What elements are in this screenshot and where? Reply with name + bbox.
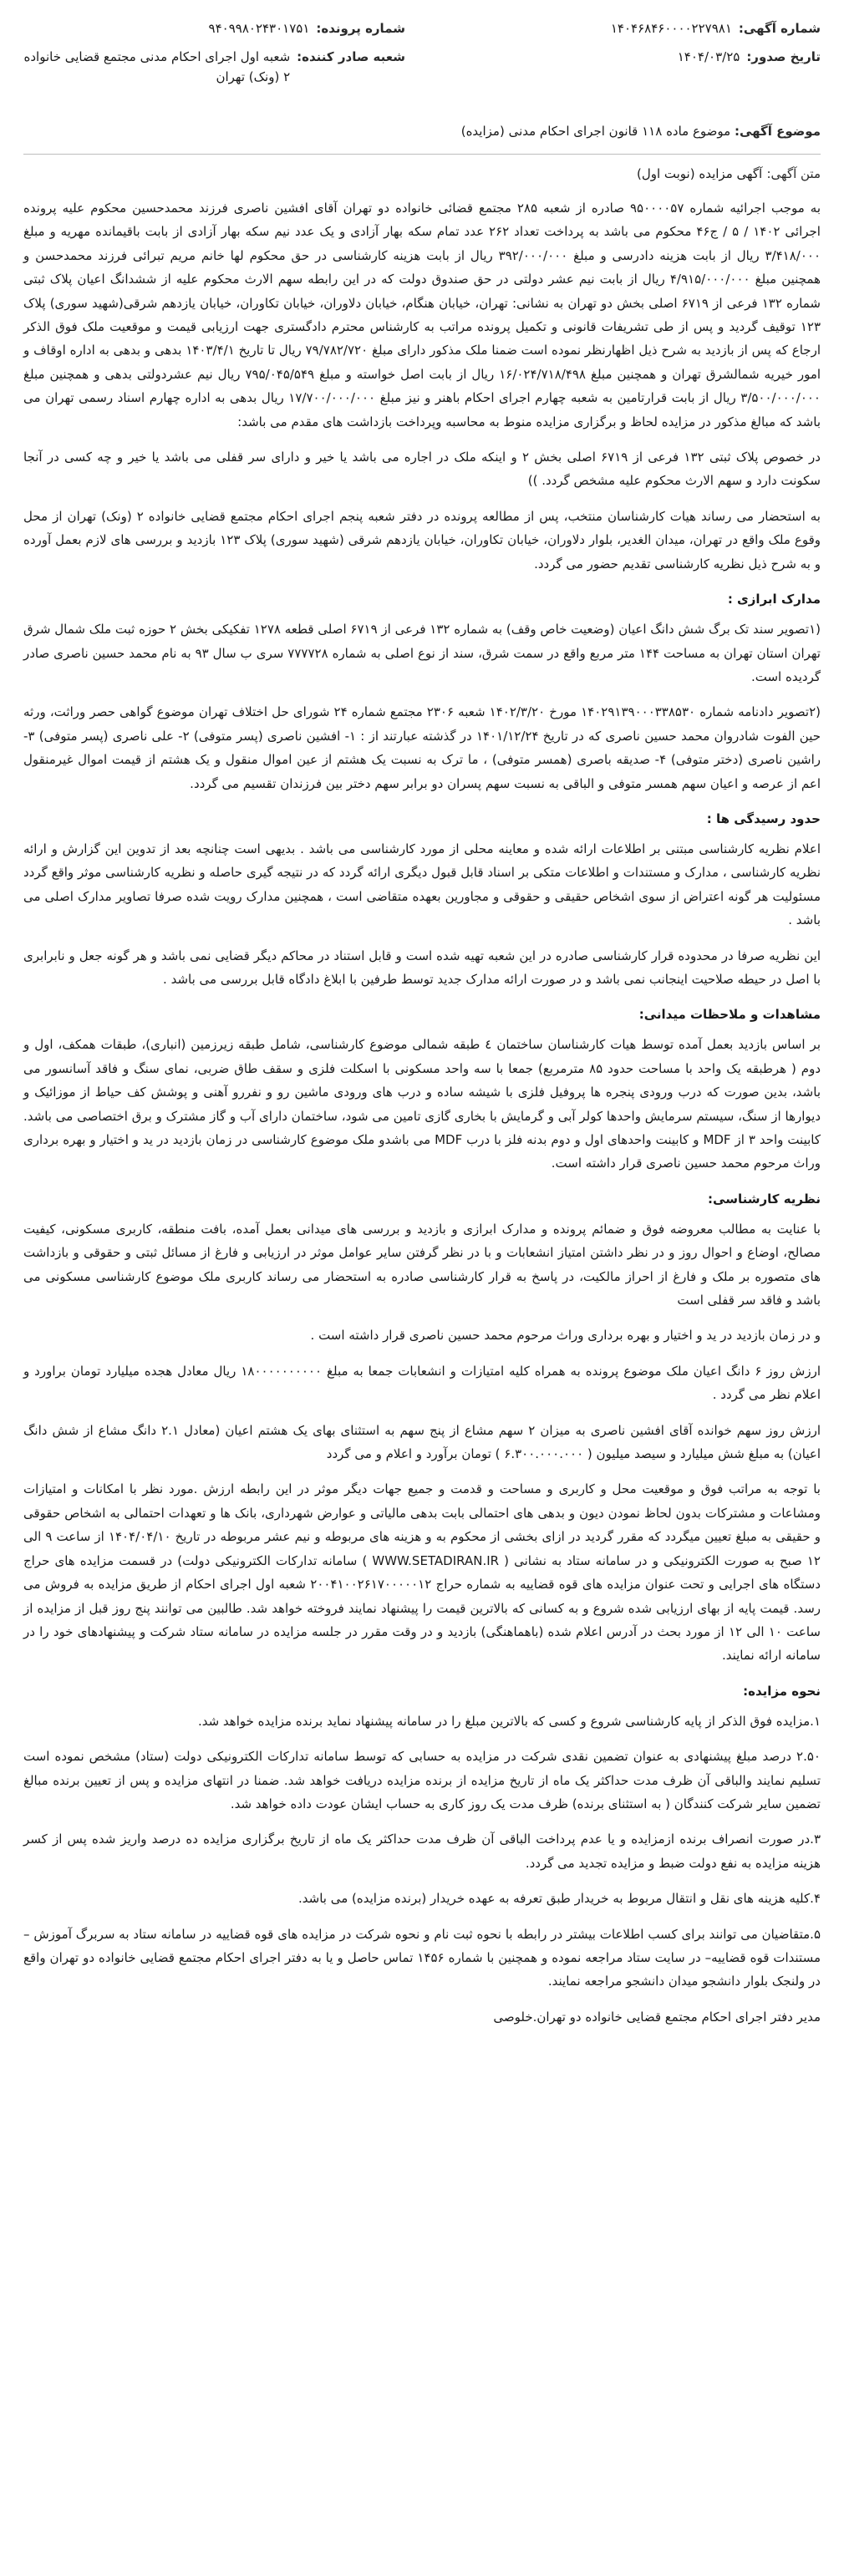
procedure-item-5: ۵.متقاضیان می توانند برای کسب اطلاعات بیشتر در رابطه با نحوه ثبت نام و نحوه شرکت در مزایده های قوه قضاییه در سامانه ستاد به سربرگ آموزش –مستندات قوه قضاییه– در سایت ستاد مراجعه نموده و همچنین با شماره ۱۴۵۶ تماس حاصل و یا به دفتر اجرای احکام مجتمع قضایی خانواده دو تهران واقع در ولنجک بلوار دانشجو میدان دانشجو مراجعه نمایند.	[23, 1926, 821, 1989]
paragraph-scope-2: این نظریه صرفا در محدوده قرار کارشناسی صادره در این شعبه تهیه شده است و قابل استناد در محاکم دیگر قضایی نمی باشد و هر گونه جعل و نابرابری با اصل در حیطه صلاحیت اینجانب نمی باشد و در صورت ارائه مدارک جدید توسط طرفین با ابلاغ دادگاه قابل بررسی می باشد .	[23, 948, 821, 987]
paragraph-share-value: ارزش روز سهم خوانده آقای افشین ناصری به میزان ۲ سهم مشاع از پنج سهم به استثنای بهای یک هشتم اعیان (معادل ۲.۱ دانگ مشاع از شش دانگ اعیان) به مبلغ شش میلیارد و سیصد میلیون ( ۶.۳۰۰.۰۰۰.۰۰۰ ) تومان برآورد و اعلام و می گردد	[23, 1422, 821, 1462]
notice-subject	[23, 120, 821, 142]
case-number-value: ۹۴۰۹۹۸۰۲۴۳۰۱۷۵۱	[208, 21, 310, 36]
heading-documents: مدارک ابرازی :	[727, 592, 821, 607]
paragraph-inheritance-certificate: (۲تصویر دادنامه شماره ۱۴۰۲۹۱۳۹۰۰۰۳۳۸۵۳۰ مورخ ۱۴۰۲/۳/۲۰ شعبه ۲۳۰۶ مجتمع شماره ۲۴ شورای حل اختلاف تهران موضوع گواهی حصر وراثت، ورثه حین الفوت شادروان محمد حسین ناصری که در تاریخ ۱۴۰۱/۱۲/۲۴ در گذشته عبارتند از : ۱- افشین ناصری (پسر متوفی) ۲- علی ناصری (پسر متوفی) ۳- راشین ناصری (دختر متوفی) ۴- صدیقه باصری (همسر متوفی) ، ما ترک به نسبت یک هشتم از عین اموال منقول و یک هشتم از قیمت اموال غیرمنقول اعم از عرصه و اعیان سهم همسر متوفی و الباقی به نسبت سهم پسران دو برابر سهم دختر بین فرزندان تقسیم می گردد.	[23, 704, 821, 791]
heading-field-observations: مشاهدات و ملاحظات میدانی:	[638, 1007, 821, 1023]
paragraph-occupancy: و در زمان بازدید در ید و اختیار و بهره برداری وراث مرحوم محمد حسین ناصری قرار داشته است .	[310, 1328, 821, 1344]
procedure-item-1: ۱.مزایده فوق الذکر از پایه کارشناسی شروع و کسی که بالاترین مبلغ را در سامانه پیشنهاد نماید برنده مزایده خواهد شد.	[197, 1713, 821, 1729]
paragraph-execution-order: به موجب اجرائیه شماره ۹۵۰۰۰۰۵۷ صادره از شعبه ۲۸۵ مجتمع قضائی خانواده دو تهران آقای افشین ناصری فرزند محمدحسین محکوم علیه پرونده اجرائی ۱۴۰۲ / ۵ / ج۴۶ محکوم می باشد به پرداخت تعداد ۲۶۲ عدد تمام سکه بهار آزادی و یک عدد نیم سکه بهار آزادی از بابت باقیمانده مهریه و مبلغ ۳/۴۱۸/۰۰۰ ریال از بابت هزینه دادرسی و مبلغ ۳۹۲/۰۰۰/۰۰۰ ریال از بابت هزینه کارشناسی در حق محکوم لها خانم مریم تبرائی فرزند محمدحسن و همچنین مبلغ ۴/۹۱۵/۰۰۰/۰۰۰ ریال از بابت نیم عشر دولتی در حق صندوق دولت که در این رابطه سهم الارث محکوم علیه از ششدانگ اعیان پلاک ثبتی شماره ۱۳۲ فرعی از ۶۷۱۹ اصلی بخش دو تهران به نشانی: تهران، خیابان هنگام، خیابان دلاوران، خیابان تکاوران، خیابان یازدهم شرقی(شهید سوری) پلاک ۱۲۳ توقیف گردید و پس از طی تشریفات قانونی و تکمیل پرونده مراتب به کارشناس محترم دادگستری جهت ارزیابی قیمت و موقعیت ملک فوق الذکر ارجاع که پس از بازدید به شرح ذیل اظهارنظر نموده است ضمنا ملک مذکور دارای مبلغ ۷۹/۷۸۲/۷۲۰ ریال تا تاریخ ۱۴۰۳/۴/۱ بدهی و بدهی به اداره اوقاف و امور خیریه شمالشرق تهران و همچنین مبلغ ۱۶/۰۲۴/۷۱۸/۴۹۸ ریال از بابت اصل خواسته و مبلغ ۷۹۵/۰۴۵/۵۴۹ ریال نیم عشردولتی بدهی و همچنین مبلغ ۳/۵۰۰/۰۰۰/۰۰۰ ریال از بابت قرارتامین به شعبه چهارم اجرای احکام باهنر و نیز مبلغ ۱۷/۷۰۰/۰۰۰/۰۰۰ ریال بدهی به اداره چهارم اسناد رسمی تهران می باشد که مبالغ مذکور در مزایده لحاظ و برگزاری مزایده منوط به محاسبه وپرداخت بازداشت های مقدم می باشد:	[23, 201, 821, 429]
issue-date-value: ۱۴۰۴/۰۳/۲۵	[677, 49, 740, 64]
paragraph-scope-1: اعلام نظریه کارشناسی مبتنی بر اطلاعات ارائه شده و معاینه محلی از مورد کارشناسی می باشد . بدیهی است چنانچه بعد از تدوین این گزارش و ارائه نظریه کارشناسی ، مدارک و مستندات و اطلاعات متکی بر اسناد قابل قبول دیگری ارائه گردد که در نتیجه گیری حاصله و نظریه کارشناسی موثر واقع گردد مسئولیت هر گونه اعتراض از سوی اشخاص حقیقی و حقوقی و مجاورین بعهده متقاضی است ، همچنین مدارک رویت شده صرفا تصاویر مدارک اصلی می باشد .	[23, 841, 821, 928]
case-number-label: شماره پرونده:	[316, 21, 405, 36]
paragraph-opinion-basis: با عنایت به مطالب معروضه فوق و ضمائم پرونده و مدارک ابرازی و بازدید و بررسی های میدانی بعمل آمده، بافت منطقه، کاربری مسکونی، کیفیت مصالح، اوضاع و احوال روز و در نظر داشتن امتیاز انشعابات و با در نظر گرفتن سایر عوامل موثر در ارزیابی و فارغ از مسائل ثبتی و حقوقی و بازداشت های متصوره بر ملک و فارغ از احراز مالکیت، در پاسخ به قرار کارشناسی صادره به استحضار می رساند کاربری ملک موضوع کارشناسی مسکونی می باشد و فاقد سر قفلی است	[23, 1221, 821, 1308]
notice-text-heading	[23, 163, 821, 185]
subject-label: موضوع آگهی:	[734, 124, 821, 139]
text-label: متن آگهی:	[766, 166, 821, 181]
case-number-row	[23, 18, 405, 38]
heading-scope: حدود رسیدگی ها :	[706, 810, 821, 826]
paragraph-title-deed: (۱تصویر سند تک برگ شش دانگ اعیان (وضعیت خاص وقف) به شماره ۱۳۲ فرعی از ۶۷۱۹ اصلی قطعه ۱۲۷۸ تفکیکی بخش ۲ حوزه ثبت ملک شمال شرق تهران استان تهران به مساحت ۱۴۴ متر مربع واقع در سمت شرق، سند از نوع اصلی به شماره ۷۷۷۷۲۸ سری ب سال ۹۳ به نام محمد حسین ناصری صادر گردیده است.	[23, 622, 821, 684]
paragraph-building-description: بر اساس بازدید بعمل آمده توسط هیات کارشناسان ساختمان ٤ طبقه شمالی موضوع کارشناسی، شامل طبقه زیرزمین (انباری)، طبقات همکف، اول و دوم ( هرطبقه یک واحد با مساحت حدود ۸۵ مترمربع) جمعا با سه واحد مسکونی با اسکلت فلزی و سقف طاق ضربی، نمای سنگ و فاقد آسانسور می باشد، بدین صورت که درب ورودی پنجره ها پروفیل فلزی با شیشه ساده و درب های ورودی ماشین رو و نفررو آهنی و پوشش کف حیاط از موزائیک و دیوارها از سنگ، سیستم سرمایش واحدها کولر آبی و گرمایش با بخاری گازی تامین می شود، ساختمان دارای آب و گاز مشترک و برق اختصاصی می باشد. کابینت واحد ۳ از MDF و کابینت واحدهای اول و دوم بدنه فلز با درب MDF می باشدو ملک موضوع کارشناسی در زمان بازدید در ید و اختیار و بهره برداری وراث مرحوم محمد حسین ناصری قرار داشته است.	[23, 1037, 821, 1171]
subject-value: موضوع ماده ۱۱۸ قانون اجرای احکام مدنی (مزایده)	[460, 124, 731, 139]
ad-number-row	[439, 18, 821, 38]
paragraph-auction-details: با توجه به مراتب فوق و موقعیت محل و کاربری و مساحت و قدمت و جمیع جهات دیگر موثر در این رابطه ارزش .مورد نظر با امکانات و امتیازات ومشاعات و مشترکات بدون لحاظ نمودن دیون و بدهی های احتمالی بابت بدهی مالیاتی و عوارض شهرداری، بانک ها و تعهدات احتمالی به اشخاص حقوقی و حقیقی به مبلغ تعیین میگردد که مقرر گردید در ازای بخشی از محکوم به و هزینه های مربوطه و نیم عشر مربوطه در تاریخ ۱۴۰۴/۰۴/۱۰ از ساعت ۹ الی ۱۲ صبح به صورت الکترونیکی و در سامانه ستاد به نشانی ( WWW.SETADIRAN.IR ) سامانه تدارکات الکترونیکی دولت) در قسمت مزایده های حراج دستگاه های اجرایی و تحت عنوان مزایده های قوه قضاییه به شماره حراج ۲۰۰۴۱۰۰۲۶۱۷۰۰۰۰۰۱۲ شعبه اول اجرای احکام از طریق مزایده به فروش می رسد. قیمت پایه از بهای ارزیابی شده شروع و به کسانی که بالاترین قیمت را پیشنهاد نمایند فروخته خواهد شد. طالبین می توانند پنج روز قبل از مزایده از ساعت ۱۰ الی ۱۲ از مورد بحث در آدرس اعلام شده (باهماهنگی) بازدید و در وقت مقرر در جلسه مزایده در سامانه ستاد شرکت و پیشنهادهای خود را در سامانه ارائه نمایند.	[23, 1481, 821, 1664]
issuer-label: شعبه صادر کننده:	[297, 49, 405, 64]
issue-date-label: تاریخ صدور:	[746, 49, 821, 64]
paragraph-total-value: ارزش روز ۶ دانگ اعیان ملک موضوع پرونده به همراه کلیه امتیازات و انشعابات جمعا به مبلغ ۱۸۰۰۰۰۰۰۰۰۰۰ ریال معادل هجده میلیارد تومان براورد و اعلام نظر می گردد .	[23, 1363, 821, 1403]
procedure-item-4: ۴.کلیه هزینه های نقل و انتقال مربوط به خریدار طبق تعرفه به عهده خریدار (برنده مزایده) می باشد.	[298, 1891, 821, 1907]
procedure-item-2: ۲.۵۰ درصد مبلغ پیشنهادی به عنوان تضمین نقدی شرکت در مزایده به حسابی که توسط سامانه تدارکات الکترونیکی دولت (ستاد) مشخص نموده است تسلیم نمایند والباقی آن ظرف مدت حداکثر یک ماه از تاریخ مزایده از برنده مزایده دریافت خواهد شد. ضمنا در انتهای مزایده و پس از تعیین برنده مبالغ تضمین سایر شرکت کنندگان ( به استثنای برنده) ظرف مدت یک روز کاری به حساب ایشان عودت داده خواهد شد.	[23, 1749, 821, 1811]
ad-number-value: ۱۴۰۴۶۸۴۶۰۰۰۰۲۲۷۹۸۱	[610, 21, 732, 36]
text-title: آگهی مزایده (نوبت اول)	[636, 166, 763, 181]
heading-expert-opinion: نظریه کارشناسی:	[708, 1191, 821, 1207]
ad-number-label: شماره آگهی:	[738, 21, 821, 36]
procedure-item-3: ۳.در صورت انصراف برنده ازمزایده و یا عدم پرداخت الباقی آن ظرف مدت حداکثر یک ماه از تاریخ برگزاری مزایده ده درصد واریز شده پس از کسر هزینه مزایده به نفع دولت ضبط و مزایده تجدید می گردد.	[23, 1832, 821, 1871]
paragraph-expert-visit: به استحضار می رساند هیات کارشناسان منتخب، پس از مطالعه پرونده در دفتر شعبه پنجم اجرای احکام مجتمع قضایی خانواده ۲ (ونک) تهران از محل وقوع ملک واقع در تهران، میدان الغدیر، بلوار دلاوران، خیابان تکاوران، خیابان یازدهم شرقی (شهید سوری) پلاک ۱۲۳ بازدید و بررسی های لازم بعمل آورده و به شرح ذیل نظریه کارشناسی تقدیم حضور می گردد.	[23, 508, 821, 572]
notice-header	[23, 18, 821, 87]
issue-date-row	[439, 47, 821, 87]
signature-line: مدیر دفتر اجرای احکام مجتمع قضایی خانواده دو تهران.خلوصی	[493, 2009, 821, 2025]
issuer-value: شعبه اول اجرای احکام مدنی مجتمع قضایی خانواده ۲ (ونک) تهران	[23, 49, 291, 84]
heading-auction-procedure: نحوه مزایده:	[743, 1683, 821, 1699]
paragraph-expert-question: در خصوص پلاک ثبتی ۱۳۲ فرعی از ۶۷۱۹ اصلی بخش ۲ و اینکه ملک در اجاره می باشد یا خیر و دارای سر قفلی می باشد یا خیر و چه کسی در آنجا سکونت دارد و سهم الارث محکوم علیه مشخص گردد. ))	[23, 450, 821, 489]
divider	[23, 154, 821, 155]
issuer-row	[23, 47, 405, 87]
